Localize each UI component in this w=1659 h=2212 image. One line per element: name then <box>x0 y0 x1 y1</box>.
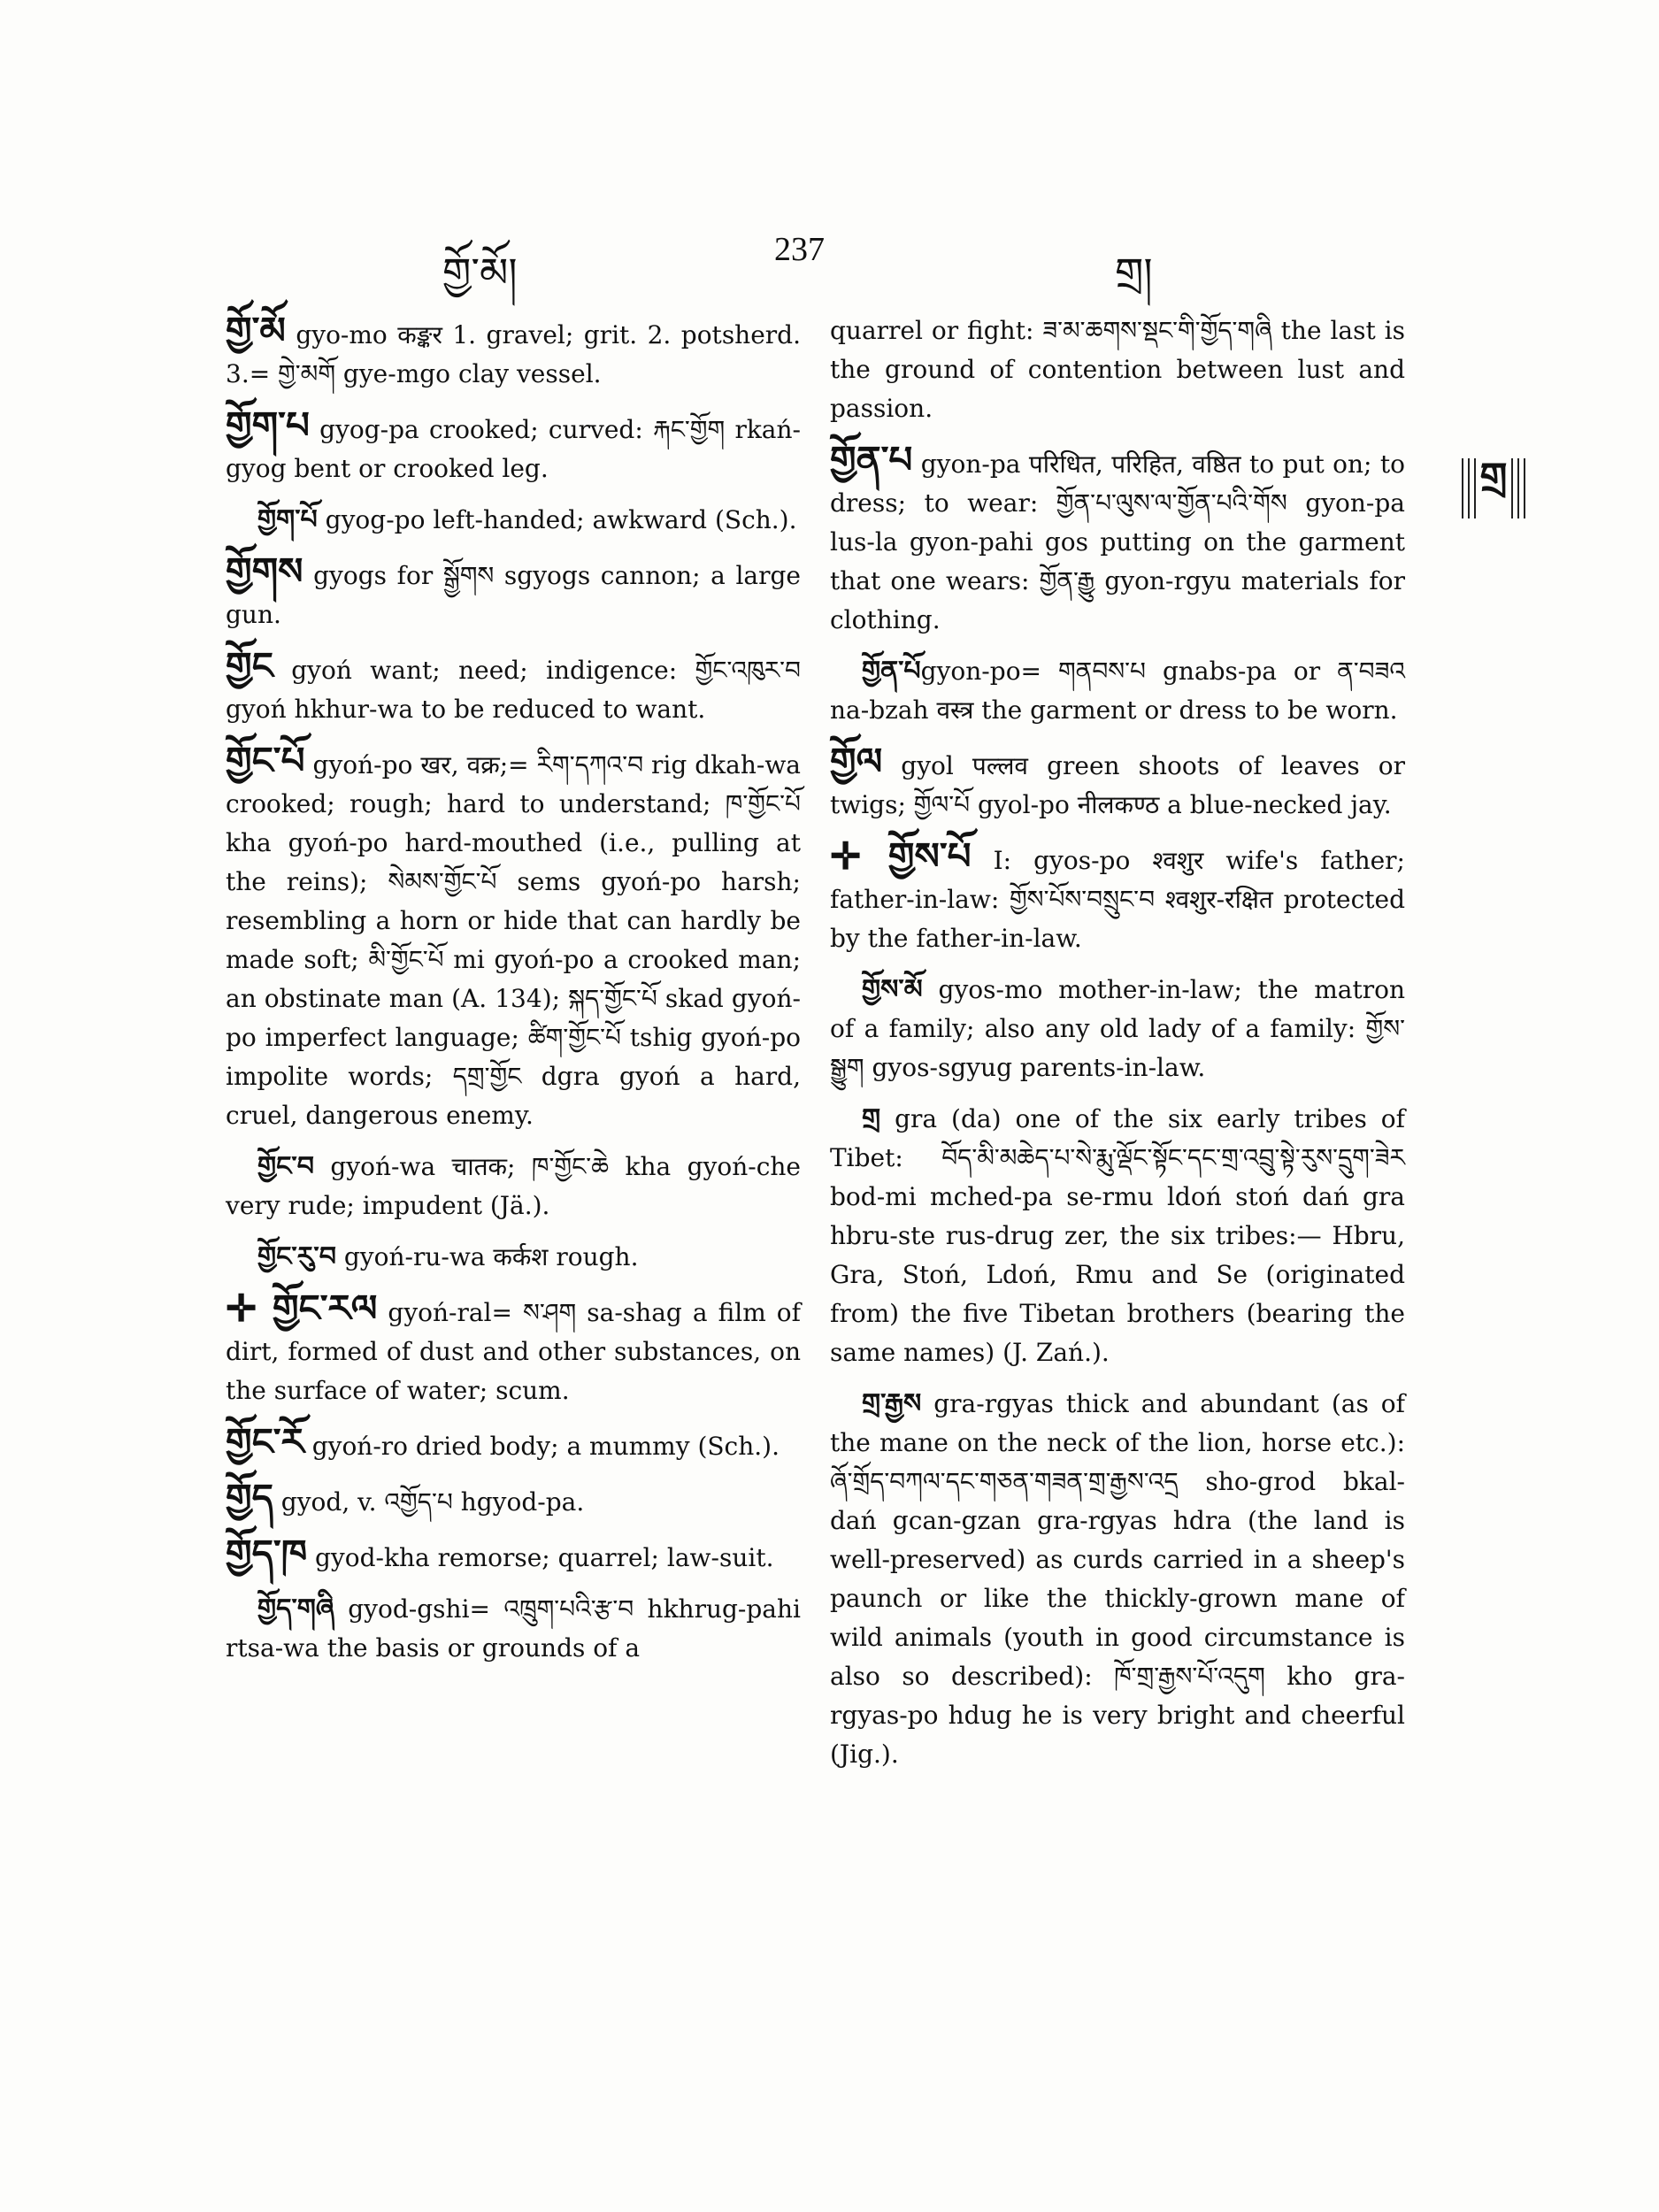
entry-definition: gra (da) one of the six early tribes of Tibet: བོད་མི་མཆེད་པ་སེ་རྨུ་ལྡོང་སྟོང་དང་གྲ་འབྲུ་སྟེ་རུས་དྲུག་ཟེར bod-mi mched-pa se-rmu ldoń stoń dań gra hbru-ste rus-drug zer, the six tribes:— Hbru, Gra, Stoń, Ldoń, Rmu and Se (originated from) the five Tibetan brothers (bearing the same names) (J. Zań.). <box>830 1104 1405 1367</box>
dictionary-entry <box>226 1148 801 1225</box>
dictionary-entry <box>830 311 1405 428</box>
entry-headword: གྱོད་གཞི <box>257 1594 334 1624</box>
entry-definition: gyol पल्लव green shoots of leaves or twigs; གྱོལ་པོ gyol-po नीलकण्ठ a blue-necked jay. <box>830 751 1405 819</box>
dictionary-entry <box>830 652 1405 730</box>
dictionary-entry <box>830 742 1405 825</box>
entry-definition: gyoń-ro dried body; a mummy (Sch.). <box>303 1432 780 1461</box>
entry-definition: gyos-mo mother-in-law; the matron of a family; also any old lady of a family: གྱོས་སྒྱུག gyos-sgyug parents-in-law. <box>830 975 1405 1082</box>
dictionary-entry <box>226 311 801 394</box>
entry-headword: གྱོང་རོ <box>226 1420 304 1463</box>
page-header <box>442 228 1416 296</box>
entry-definition: gyogs for སྒྱོགས sgyogs cannon; a large gun. <box>226 561 801 629</box>
entry-headword: གྱོགས <box>226 549 303 593</box>
entry-definition: gyod, v. འགྱོད་པ hgyod-pa. <box>273 1487 585 1517</box>
entry-headword: གྱོང་བ <box>257 1151 314 1182</box>
dictionary-entry <box>830 1385 1405 1774</box>
entry-headword: ✛ གྱོང་རལ <box>226 1286 378 1330</box>
entry-definition: gra-rgyas thick and abundant (as of the mane on the neck of the lion, horse etc.): ཞོ་གྲོད་བཀལ་དང་གཅན་གཟན་གྲ་རྒྱས་འདྲ sho-grod bkal-dań gcan-gzan gra-rgyas hdra (the land is well-preserved) as curds carried in a sheep's paunch or like the thickly-grown mane of wild animals (youth in good circumstance is also so described): ཁོ་གྲ་རྒྱས་པོ་འདུག kho gra-rgyas-po hdug he is very bright and cheerful (Jig.). <box>830 1389 1405 1769</box>
entry-definition: gyoń-wa चातक; ཁ་གྱོང་ཆེ kha gyoń-che very rude; impudent (Jä.). <box>226 1152 801 1220</box>
entry-definition: gyod-gshi= འཁྲུག་པའི་རྩ་བ hkhrug-pahi rtsa-wa the basis or grounds of a <box>226 1594 801 1663</box>
entry-headword: གྱོས་མོ <box>862 974 923 1005</box>
entry-headword: གྱོག་པོ <box>257 504 318 535</box>
dictionary-entry <box>226 1476 801 1522</box>
entry-definition: gyog-pa crooked; curved: རྐང་གྱོག rkań-gyog bent or crooked leg. <box>226 415 801 483</box>
dictionary-entry <box>226 1590 801 1668</box>
entry-headword: ✛ གྱོས་པོ <box>830 834 972 878</box>
dictionary-entry <box>226 501 801 540</box>
dictionary-entry <box>226 1238 801 1277</box>
entry-headword: གྱོན་པ <box>830 438 913 481</box>
entry-headword: གྱོན་པོ <box>862 656 921 687</box>
entry-definition: gyog-po left-handed; awkward (Sch.). <box>317 505 797 534</box>
entry-definition: gyo-mo कङ्कर 1. gravel; grit. 2. potsherd. 3.= གྱེ་མགོ gye-mgo clay vessel. <box>226 320 801 388</box>
entry-definition: gyoń-po खर, वक्र;= རིག་དཀའ་བ rig dkah-wa crooked; rough; hard to understand; ཁ་གྱོང་པོ kha gyoń-po hard-mouthed (i.e., pulling at the reins); སེམས་གྱོང་པོ sems gyoń-po harsh; resembling a horn or hide that can hardly be made soft; མི་གྱོང་པོ mi gyoń-po a crooked man; an obstinate man (A. 134); སྐད་གྱོང་པོ skad gyoń-po imperfect language; ཚིག་གྱོང་པོ tshig gyoń-po impolite words; དགྲ་གྱོང dgra gyoń a hard, cruel, dangerous enemy. <box>226 750 801 1130</box>
dictionary-entry <box>226 403 801 488</box>
entry-definition: gyon-pa परिधित, परिहित, वष्ठित to put on; to dress; to wear: གྱོན་པ་ལུས་ལ་གྱོན་པའི་གོས gyon-pa lus-la gyon-pahi gos putting on the garment that one wears: གྱོན་རྒྱུ gyon-rgyu materials for clothing. <box>830 449 1405 634</box>
thumb-index-tab <box>1457 455 1530 518</box>
dictionary-entry <box>226 741 801 1135</box>
dictionary-entry <box>226 644 801 729</box>
entry-headword: གྲ <box>862 1103 881 1134</box>
entry-headword: གྱོང་པོ <box>226 739 305 782</box>
header-left-word: གྱོ་མོ། <box>442 249 518 296</box>
dictionary-entry <box>830 834 1405 958</box>
entry-headword: གྱོད <box>226 1476 273 1519</box>
entry-headword: གྲ་རྒྱས <box>862 1388 922 1419</box>
dictionary-entry <box>226 1534 801 1578</box>
entry-headword: གྱོང <box>226 644 273 687</box>
dictionary-entry <box>830 1100 1405 1372</box>
dictionary-entry <box>226 549 801 634</box>
dictionary-entry <box>830 438 1405 640</box>
entry-definition: quarrel or fight: ཟ་མ་ཆགས་སྡང་གི་གྱོད་གཞི the last is the ground of contention between lust and passion. <box>830 316 1405 423</box>
header-right-word: གྲ། <box>1115 249 1153 296</box>
entry-definition: gyod-kha remorse; quarrel; law-suit. <box>307 1543 774 1572</box>
left-column <box>226 311 801 1680</box>
entry-headword: གྱོ་མོ <box>226 309 286 352</box>
thumb-index-letter: གྲ <box>1479 434 1509 543</box>
entry-headword: གྱོག་པ <box>226 403 310 447</box>
entry-definition: gyoń-ral= ས་ཤག sa-shag a film of dirt, formed of dust and other substances, on the surface of water; scum. <box>226 1298 801 1405</box>
page-number: 237 <box>774 231 825 268</box>
dictionary-entry <box>830 971 1405 1087</box>
entry-definition: I: gyos-po श्वशुर wife's father; father-in-law: གྱོས་པོས་བསྲུང་བ श्वशुर-रक्षित protected by the father-in-law. <box>830 846 1405 953</box>
entry-definition: gyoń want; need; indigence: གྱོང་འཁུར་བ gyoń hkhur-wa to be reduced to want. <box>226 656 801 724</box>
entry-headword: གྱོལ <box>830 740 883 783</box>
entry-headword: གྱོད་ཁ <box>226 1532 308 1575</box>
right-column <box>830 311 1405 1786</box>
entry-definition: gyon-po= གནབས་པ gnabs-pa or ན་བཟའ na-bzah वस्त्र the garment or dress to be worn. <box>830 657 1405 725</box>
dictionary-entry <box>226 1286 801 1410</box>
entry-headword: གྱོང་རུ་བ <box>257 1241 336 1272</box>
dictionary-entry <box>226 1420 801 1466</box>
entry-definition: gyoń-ru-wa कर्कश rough. <box>335 1242 639 1271</box>
